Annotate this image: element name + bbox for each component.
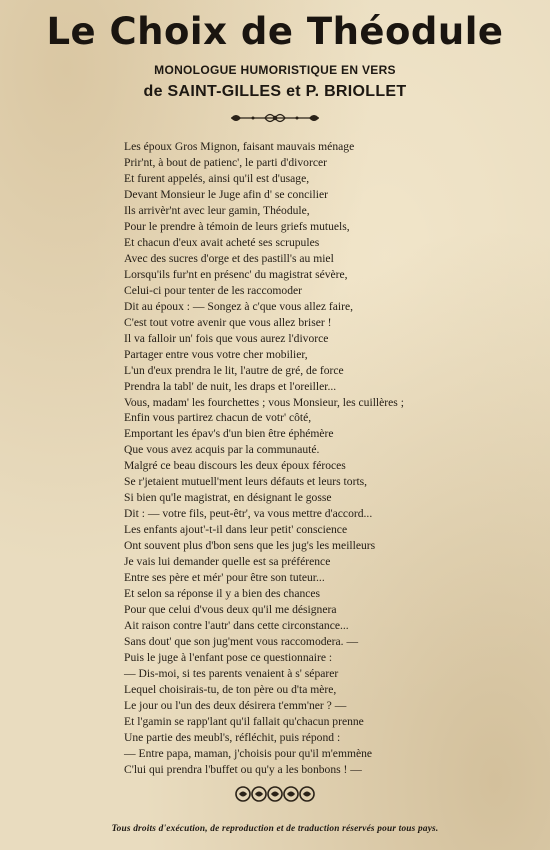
- poem-line: Enfin vous partirez chacun de votr' côté,: [124, 411, 312, 425]
- poem-line: Devant Monsieur le Juge afin d' se concilier: [124, 187, 328, 201]
- poem-line: Ont souvent plus d'bon sens que les jug's les meilleurs: [124, 539, 376, 553]
- rights-notice: Tous droits d'exécution, de reproduction et de traduction réservés pour tous pays.: [111, 824, 439, 834]
- poem-line: L'un d'eux prendra le lit, l'autre de gré, de force: [124, 363, 344, 377]
- poem-line: Et furent appelés, ainsi qu'il est d'usage,: [124, 171, 310, 185]
- poem-line: Celui-ci pour tenter de les raccomoder: [124, 283, 303, 297]
- poem-line: Il va falloir un' fois que vous aurez l'divorce: [124, 331, 329, 345]
- poem-line: Emportant les épav's d'un bien être éphémère: [124, 427, 334, 441]
- poem-line: Dit : — votre fils, peut-êtr', va vous mettre d'accord...: [124, 507, 373, 521]
- poem-line: Dit au époux : — Songez à c'que vous allez faire,: [124, 299, 354, 313]
- poem-line: Je vais lui demander quelle est sa préférence: [124, 555, 331, 569]
- poem-line: Avec des sucres d'orge et des pastill's au miel: [124, 251, 334, 265]
- poem-line: Partager entre vous votre cher mobilier,: [124, 347, 308, 361]
- authors-line: de SAINT-GILLES et P. BRIOLLET: [143, 83, 407, 100]
- poem-line: Ils arrivèr'nt avec leur gamin, Théodule,: [124, 203, 310, 217]
- poem-line: Pour que celui d'vous deux qu'il me désignera: [124, 603, 337, 617]
- poem-line: — Dis-moi, si tes parents venaient à s' séparer: [124, 666, 339, 680]
- poem-line: Pour le prendre à témoin de leurs griefs mutuels,: [124, 219, 350, 233]
- poem-body: [124, 139, 424, 778]
- poem-line: Et chacun d'eux avait acheté ses scrupules: [124, 235, 320, 249]
- poem-line: — Entre papa, maman, j'choisis pour qu'il m'emmène: [124, 746, 373, 760]
- ornament-top-icon: [225, 110, 325, 126]
- poem-line: Malgré ce beau discours les deux époux féroces: [124, 459, 346, 473]
- poem-line: Lequel choisirais-tu, de ton père ou d'ta mère,: [124, 682, 337, 696]
- subtitle: MONOLOGUE HUMORISTIQUE EN VERS: [154, 63, 396, 77]
- poem-line: Se r'jetaient mutuell'ment leurs défauts et leurs torts,: [124, 475, 368, 489]
- page-title: Le Choix de Théodule: [46, 10, 504, 53]
- poem-line: C'est tout votre avenir que vous allez briser !: [124, 315, 332, 329]
- poem-line: Si bien qu'le magistrat, en désignant le gosse: [124, 491, 332, 505]
- poem-line: Sans dout' que son jug'ment vous raccomodera. —: [124, 635, 359, 649]
- ornament-bottom-icon: [233, 784, 317, 804]
- poem-line: Les époux Gros Mignon, faisant mauvais ménage: [124, 140, 355, 153]
- poem-line: Une partie des meubl's, réfléchit, puis répond :: [124, 730, 341, 744]
- poem-line: Prir'nt, à bout de patienc', le parti d'divorcer: [124, 155, 327, 169]
- poem-line: Puis le juge à l'enfant pose ce questionnaire :: [124, 651, 333, 664]
- poem-line: Prendra la tabl' de nuit, les draps et l'oreiller...: [124, 379, 337, 393]
- poem-line: Et selon sa réponse il y a bien des chances: [124, 587, 321, 601]
- poem-line: Vous, madam' les fourchettes ; vous Monsieur, les cuillères ;: [124, 395, 404, 409]
- poem-line: Et l'gamin se rapp'lant qu'il fallait qu'chacun prenne: [124, 714, 364, 728]
- poem-line: Le jour ou l'un des deux désirera t'emm'ner ? —: [124, 698, 347, 712]
- poem-line: C'lui qui prendra l'buffet ou qu'y a les bonbons ! —: [124, 762, 362, 776]
- poem-line: Lorsqu'ils fur'nt en présenc' du magistrat sévère,: [124, 267, 348, 281]
- poem-line: Ait raison contre l'autr' dans cette circonstance...: [124, 619, 349, 633]
- poem-line: Que vous avez acquis par la communauté.: [124, 443, 320, 457]
- poem-line: Entre ses père et mér' pour être son tuteur...: [124, 571, 325, 585]
- poem-line: Les enfants ajout'-t-il dans leur petit' conscience: [124, 523, 348, 537]
